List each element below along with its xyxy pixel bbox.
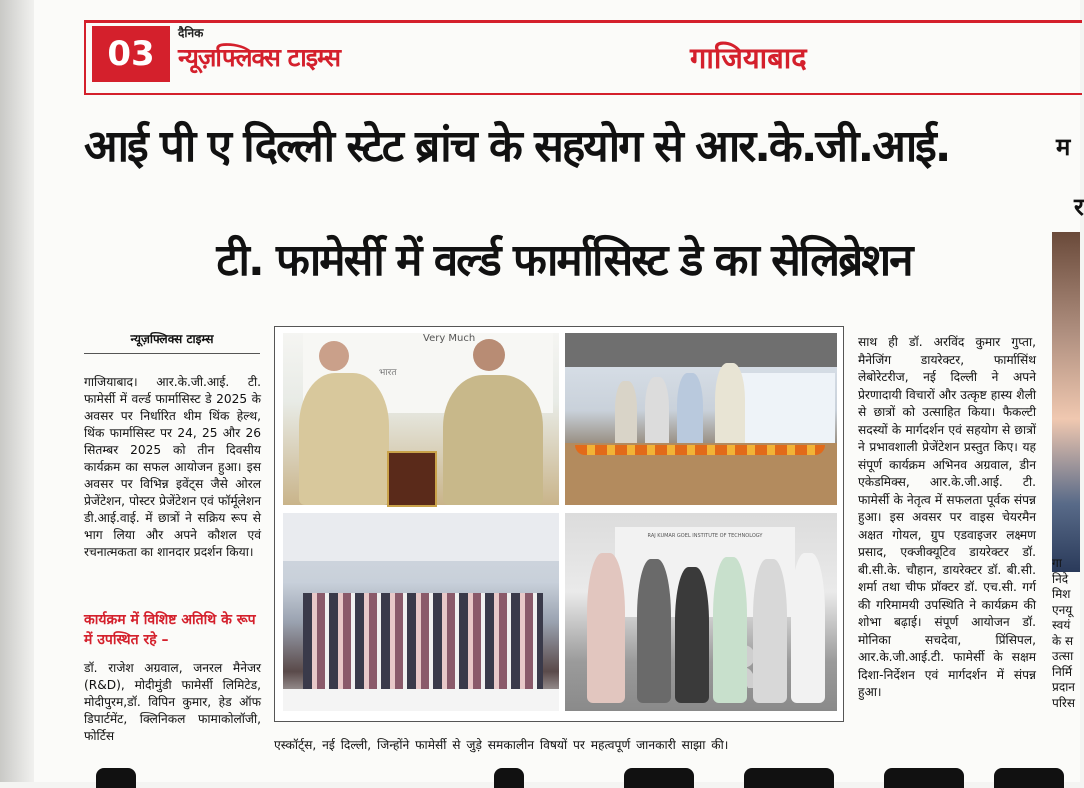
- next-article-headline-cut: [84, 768, 1080, 782]
- adjacent-line: के स: [1052, 633, 1074, 648]
- byline: न्यूज़फ्लिक्स टाइम्स: [84, 330, 260, 354]
- adjacent-line: परिस: [1052, 695, 1075, 710]
- headline-line-1: आई पी ए दिल्ली स्टेट ब्रांच के सहयोग से आर.के.जी.आई.: [84, 121, 950, 172]
- right-column-paragraph: साथ ही डॉ. अरविंद कुमार गुप्ता, मैनेजिंग डायरेक्टर, फार्मासिंथ लेबोरेटरीज, नई दिल्ली ने अपने प्रेरणादायी विचारों और उत्कृष्ट हास्य शैली से छात्रों को उत्साहित किया। फैकल्टी सदस्यों के मार्गदर्शन एवं सहयोग से छात्रों ने प्रभावशाली प्रेजेंटेशन प्रस्तुत किए। यह संपूर्ण कार्यक्रम अभिनव अग्रवाल, डीन एकेडमिक्स, आर.के.जी.आई. टी. फामेर्सी के नेतृत्व में सफलता पूर्वक संपन्न हुआ। इस अवसर पर वाइस चेयरमैन अक्षत गोयल, ग्रुप एडवाइजर लक्ष्मण प्रसाद, एक्जीक्यूटिव डायरेक्टर डॉ. बी.सी.के. चौहान, डायरेक्टर डॉ. बी.सी. शर्मा तथा चीफ प्रॉक्टर डॉ. एच.सी. गर्ग की गरिमामयी उपस्थिति ने कार्यक्रम की शोभा बढ़ाई। संपूर्ण आयोजन डॉ. मोनिका सचदेवा, प्रिंसिपल, आर.के.जी.आई.टी. फामेर्सी के सक्षम दिशा-निर्देशन एवं मार्गदर्शन में संपन्न हुआ।: [858, 335, 1036, 699]
- adjacent-line: निर्मि: [1052, 664, 1073, 679]
- screen-word: भारत: [379, 368, 397, 378]
- city-name: गाजियाबाद: [690, 41, 807, 75]
- adjacent-line: स्वयं: [1052, 618, 1071, 632]
- person-figure: [713, 557, 747, 703]
- photo-collage: [274, 326, 844, 722]
- host-figure: [443, 375, 543, 505]
- headline-fragment: [96, 768, 136, 788]
- left-column-subheading: कार्यक्रम में विशिष्ट अतिथि के रूप में उपस्थित रहे –: [84, 612, 256, 648]
- adjacent-text: [1052, 556, 1080, 711]
- adjacent-headline-a: म: [1056, 133, 1071, 161]
- guest-figure: [715, 363, 745, 455]
- adjacent-line: निदे: [1052, 571, 1069, 586]
- host-head: [473, 339, 505, 371]
- photo-group: [283, 513, 559, 711]
- group-of-people: [303, 593, 543, 689]
- headline-line-2: टी. फामेर्सी में वर्ल्ड फार्मासिस्ट डे का सेलिब्रेशन: [216, 235, 912, 286]
- ceiling: [283, 513, 559, 561]
- adjacent-line: उत्सा: [1052, 649, 1074, 663]
- ceiling: [565, 333, 837, 367]
- headline-fragment: [884, 768, 964, 788]
- headline-fragment: [494, 768, 524, 788]
- person-figure: [791, 553, 825, 703]
- adjacent-article-cut: [1052, 116, 1084, 756]
- adjacent-line: गा: [1052, 556, 1062, 570]
- headline-fragment: [994, 768, 1064, 788]
- page-number: 03: [92, 26, 170, 82]
- person-figure: [753, 559, 787, 703]
- adjacent-photo: [1052, 232, 1080, 572]
- award-plaque: [387, 451, 437, 507]
- adjacent-line: मिश: [1052, 587, 1071, 601]
- person-figure: [675, 567, 709, 703]
- photo-award-presentation: [283, 333, 559, 505]
- banner-text: RAJ KUMAR GOEL INSTITUTE OF TECHNOLOGY: [647, 533, 763, 539]
- paper-name: न्यूज़फ्लिक्स टाइम्स: [178, 43, 341, 72]
- guest-figure: [615, 381, 637, 451]
- left-column-paragraph-2: डॉ. राजेश अग्रवाल, जनरल मैनेजर (R&D), मोदीमुंडी फामेर्सी लिमिटेड, मोदीपुरम,डॉ. विपिन कुमार, हेड ऑफ डिपार्टमेंट, क्लिनिकल फामाकोलॉजी, फोर्टिस: [84, 661, 261, 743]
- person-figure: [587, 553, 625, 703]
- guest-head: [319, 341, 349, 371]
- guest-figure: [645, 377, 669, 453]
- guest-figure: [299, 373, 389, 505]
- photo-dais-guests: [565, 333, 837, 505]
- daily-label: दैनिक: [178, 26, 204, 40]
- adjacent-line: प्रदान: [1052, 680, 1075, 694]
- left-column-paragraph: गाजियाबाद। आर.के.जी.आई. टी. फामेर्सी में वर्ल्ड फार्मासिस्ट डे 2025 के अवसर पर निर्धारित थीम थिंक हेल्थ, थिंक फार्मासिस्ट पर 24, 25 और 26 सितम्बर 2025 को तीन दिवसीय कार्यक्रम का सफल आयोजन हुआ। इस अवसर पर विभिन्न इवेंट्स जैसे ओरल प्रेजेंटेशन, पोस्टर प्रेजेंटेशन एवं फॉर्मूलेशन डी.आई.वाई. में छात्रों ने सक्रिय रूप से भाग लिया और अपने कौशल एवं रचनात्मकता का शानदार प्रदर्शन किया।: [84, 375, 261, 559]
- person-figure: [637, 559, 671, 703]
- front-chairs: [283, 689, 559, 711]
- screen-text: Very Much: [423, 333, 476, 344]
- page-fold-shadow: [0, 0, 34, 782]
- photo-certificate-presentation: [565, 513, 837, 711]
- headline-fragment: [624, 768, 694, 788]
- headline-fragment: [744, 768, 834, 788]
- screen: [735, 373, 835, 443]
- adjacent-headline-b: र: [1074, 193, 1084, 221]
- marigold-garland: [575, 445, 825, 455]
- adjacent-line: एनयू: [1052, 602, 1073, 617]
- bottom-continuation-line: एस्कॉर्ट्स, नई दिल्ली, जिन्होंने फामेर्सी से जुड़े समकालीन विषयों पर महत्वपूर्ण जानकारी साझा की।: [274, 738, 729, 752]
